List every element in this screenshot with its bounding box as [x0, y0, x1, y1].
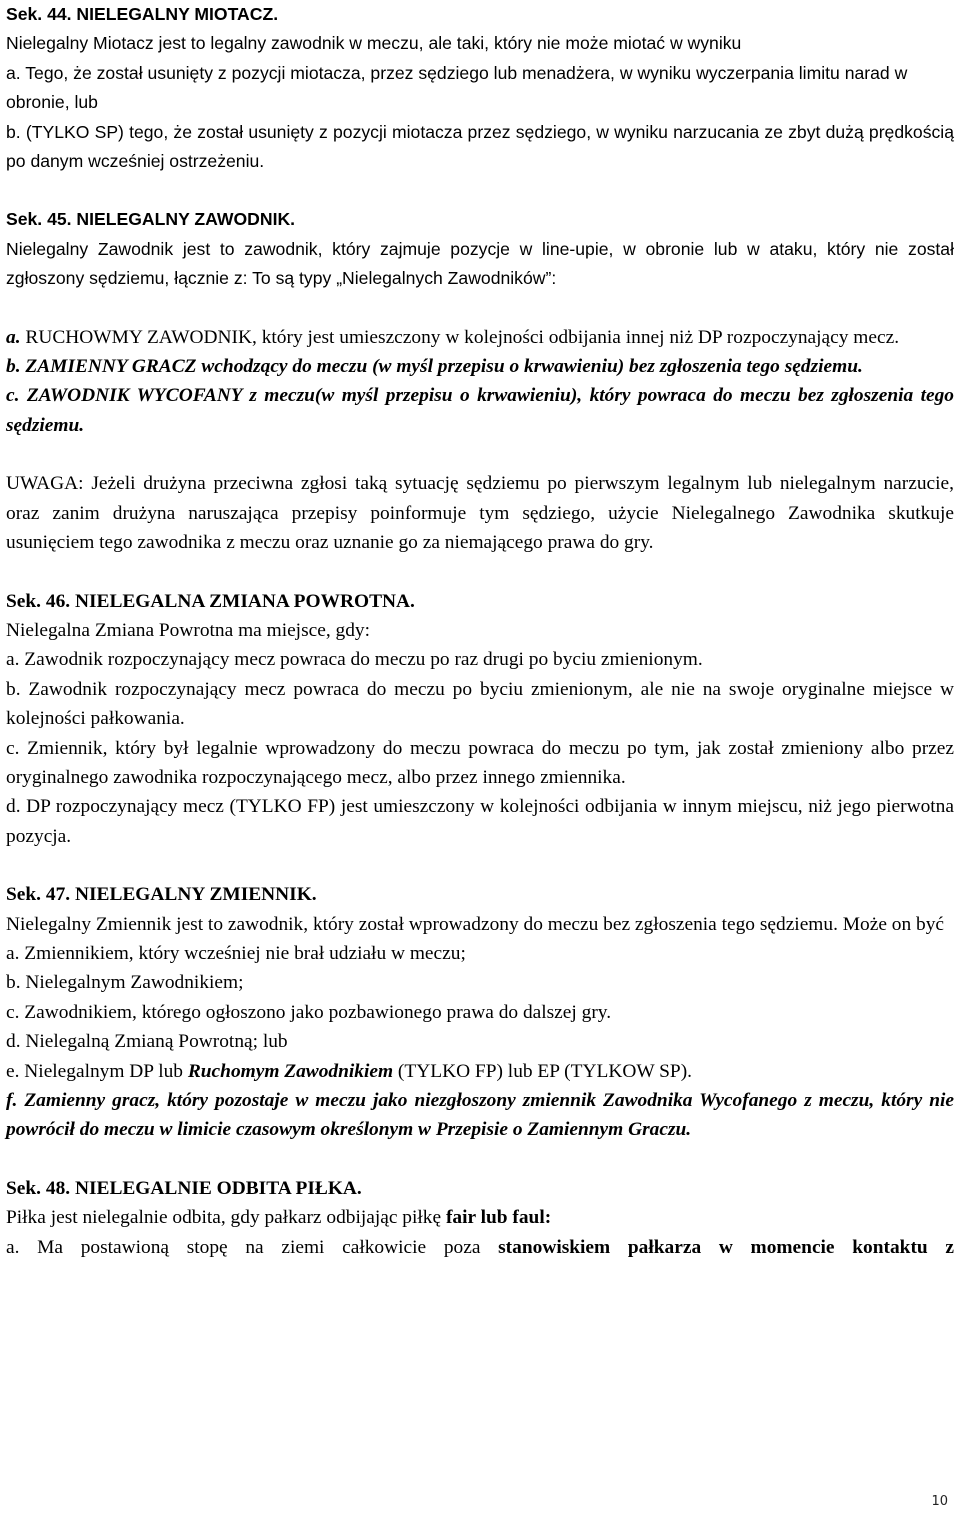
- section-48-intro: [6, 1203, 954, 1232]
- item-text: e. Nielegalnym DP lub: [6, 1060, 188, 1082]
- section-47-item-d: d. Nielegalną Zmianą Powrotną; lub: [6, 1031, 288, 1053]
- page-number: 10: [931, 1494, 948, 1509]
- section-47-title: Sek. 47. NIELEGALNY ZMIENNIK.: [6, 884, 317, 906]
- spacer: [6, 440, 954, 469]
- section-45-note: UWAGA: Jeżeli drużyna przeciwna zgłosi taką sytuację sędziemu po pierwszym legalnym lub nielegalnym narzucie, oraz zanim drużyna naruszająca przepisy poinformuje tym sędziego, użycie Nielegalnego Zawodnika skutkuje usunięciem tego zawodnika z meczu oraz uznanie go za niemającego prawa do gry.: [6, 473, 954, 554]
- section-44-intro: Nielegalny Miotacz jest to legalny zawodnik w meczu, ale taki, który nie może miotać w wyniku: [6, 33, 742, 54]
- document-page: [6, 0, 954, 1262]
- spacer: [6, 851, 954, 880]
- section-47-item-e: [6, 1057, 954, 1086]
- item-emphasis: fair lub faul:: [445, 1207, 552, 1229]
- spacer: [6, 558, 954, 587]
- section-45-item-b: [6, 352, 954, 381]
- item-letter: a.: [6, 326, 21, 348]
- section-46-intro: Nielegalna Zmiana Powrotna ma miejsce, gdy:: [6, 619, 371, 641]
- section-47-intro: Nielegalny Zmiennik jest to zawodnik, który został wprowadzony do meczu bez zgłoszenia tego sędziemu. Może on być: [6, 913, 945, 935]
- spacer: [6, 294, 954, 323]
- section-46-item-a: a. Zawodnik rozpoczynający mecz powraca do meczu po raz drugi po byciu zmienionym.: [6, 649, 703, 671]
- section-48-item-a: [6, 1233, 954, 1262]
- section-45-item-a: [6, 323, 954, 352]
- item-text: a. Ma postawioną stopę na ziemi całkowicie poza: [6, 1236, 499, 1258]
- section-46-title: Sek. 46. NIELEGALNA ZMIANA POWROTNA.: [6, 590, 415, 612]
- section-46-item-b: b. Zawodnik rozpoczynający mecz powraca do meczu po byciu zmienionym, ale nie na swoje oryginalne miejsce w kolejności pałkowania.: [6, 678, 954, 730]
- section-48-title: Sek. 48. NIELEGALNIE ODBITA PIŁKA.: [6, 1177, 362, 1199]
- item-text: Piłka jest nielegalnie odbita, gdy pałkarz odbijając piłkę: [6, 1207, 446, 1229]
- section-47-item-f: f. Zamienny gracz, który pozostaje w meczu jako niezgłoszony zmiennik Zawodnika Wycofanego z meczu, który nie powrócił do meczu w limicie czasowym określonym w Przepisie o Zamiennym Graczu.: [6, 1090, 954, 1141]
- item-letter: c.: [6, 385, 20, 407]
- item-text: ZAWODNIK WYCOFANY z meczu(w myśl przepisu o krwawieniu), który powraca do meczu bez zgłoszenia tego sędziemu.: [6, 385, 954, 436]
- item-text: ZAMIENNY GRACZ wchodzący do meczu (w myśl przepisu o krwawieniu) bez zgłoszenia tego sędziemu.: [20, 356, 863, 378]
- section-44-title: Sek. 44. NIELEGALNY MIOTACZ.: [6, 4, 279, 24]
- item-emphasis: Ruchomym Zawodnikiem: [187, 1060, 394, 1082]
- item-text: RUCHOWMY ZAWODNIK, który jest umieszczony w kolejności odbijania innej niż DP rozpoczynający mecz.: [20, 326, 900, 348]
- section-47-item-b: b. Nielegalnym Zawodnikiem;: [6, 972, 244, 994]
- section-45-title: Sek. 45. NIELEGALNY ZAWODNIK.: [6, 209, 296, 230]
- item-emphasis: stanowiskiem pałkarza w momencie kontaktu z: [498, 1236, 954, 1258]
- section-47-item-c: c. Zawodnikiem, którego ogłoszono jako pozbawionego prawa do dalszej gry.: [6, 1001, 612, 1023]
- item-letter: b.: [6, 356, 21, 378]
- section-44-item-b: b. (TYLKO SP) tego, że został usunięty z pozycji miotacza przez sędziego, w wyniku narzucania ze zbyt dużą prędkością po danym wcześniej ostrzeżeniu.: [6, 121, 954, 172]
- section-45-intro: Nielegalny Zawodnik jest to zawodnik, który zajmuje pozycje w line-upie, w obronie lub w ataku, który nie został zgłoszony sędziemu, łącznie z: To są typy „Nielegalnych Zawodników”:: [6, 238, 954, 289]
- section-47-item-a: a. Zmiennikiem, który wcześniej nie brał udziału w meczu;: [6, 942, 466, 964]
- item-text: (TYLKO FP) lub EP (TYLKOW SP).: [393, 1060, 693, 1082]
- spacer: [6, 1145, 954, 1174]
- spacer: [6, 176, 954, 205]
- section-45-item-c: [6, 381, 954, 440]
- section-44-item-a: a. Tego, że został usunięty z pozycji miotacza, przez sędziego lub menadżera, w wyniku wyczerpania limitu narad w obronie, lub: [6, 62, 908, 113]
- section-46-item-d: d. DP rozpoczynający mecz (TYLKO FP) jest umieszczony w kolejności odbijania w innym miejscu, niż jego pierwotna pozycja.: [6, 796, 954, 847]
- section-46-item-c: c. Zmiennik, który był legalnie wprowadzony do meczu powraca do meczu po tym, jak został zmieniony albo przez oryginalnego zawodnika rozpoczynającego mecz, albo przez innego zmiennika.: [6, 737, 954, 788]
